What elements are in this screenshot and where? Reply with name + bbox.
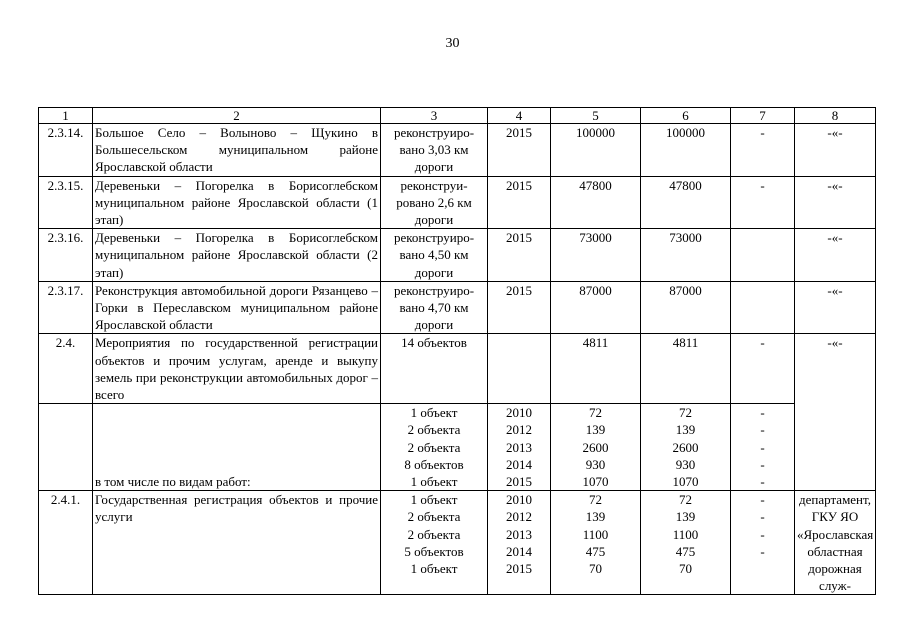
list-item: 2 объекта [407,422,461,438]
item-amount-total: 100000 [551,124,641,177]
list-item: 1 объект [410,560,458,576]
item-result: реконструи-ровано 2,6 км дороги [381,176,488,229]
list-item: 2 объекта [407,439,461,455]
column-number: 1 [39,108,93,124]
list-item: - [760,439,765,455]
item-year [488,334,551,404]
column-number: 2 [93,108,381,124]
item-number: 2.4.1. [39,491,93,595]
item-number: 2.3.16. [39,229,93,282]
table-row-subtotal [39,404,876,491]
item-executor: -«- [795,334,876,491]
program-table [38,107,876,595]
column-number: 8 [795,108,876,124]
table-row-2-3-14 [39,124,876,177]
item-description: Реконструкция автомобильной дороги Рязанцево – Горки в Переславском муниципальном районе Ярославской области [93,281,381,334]
list-item: 139 [585,509,606,525]
list-item: 2010 [506,492,532,508]
table-row-2-3-16 [39,229,876,282]
list-item: - [760,422,765,438]
list-item: - [760,526,765,542]
item-number: 2.4. [39,334,93,404]
subtotal-amount-other [731,404,795,491]
list-item: 139 [675,509,696,525]
table-row-2-3-17 [39,281,876,334]
list-item: 2015 [506,560,532,576]
item-amount-budget: 87000 [641,281,731,334]
table-row-2-4-1 [39,491,876,595]
subtotal-amount-budget [641,404,731,491]
list-item: 72 [679,405,692,421]
item-number: 2.3.17. [39,281,93,334]
item-year: 2015 [488,229,551,282]
list-item: 70 [589,560,602,576]
list-item: 139 [675,422,696,438]
item-amount-other [731,281,795,334]
subtotal-results [381,404,488,491]
list-item: - [760,492,765,508]
item-description: Деревеньки – Погорелка в Борисоглебском муниципальном районе Ярославской области (1 этап) [93,176,381,229]
item-description: Деревеньки – Погорелка в Борисоглебском муниципальном районе Ярославской области (2 этап) [93,229,381,282]
item-number: 2.3.14. [39,124,93,177]
list-item: 930 [585,456,606,472]
page-number: 30 [445,36,460,51]
item-result: реконструиро-вано 4,70 км дороги [381,281,488,334]
column-number: 4 [488,108,551,124]
item-amount-other: - [731,176,795,229]
item-executor: -«- [795,281,876,334]
list-item: 1 объект [410,405,458,421]
list-item: 70 [679,560,692,576]
item-amount-budget: 73000 [641,229,731,282]
list-item: 2010 [506,405,532,421]
list-item: 72 [679,492,692,508]
item-result: реконструиро-вано 4,50 км дороги [381,229,488,282]
item-year: 2015 [488,176,551,229]
item-executor: -«- [795,124,876,177]
list-item: 930 [675,456,696,472]
list-item: - [760,456,765,472]
column-number: 7 [731,108,795,124]
list-item: 1 объект [410,492,458,508]
list-item: 1100 [582,526,609,542]
item-executor: -«- [795,229,876,282]
item-amount-budget: 4811 [641,334,731,404]
item-executor: департамент, ГКУ ЯО «Ярославская областная дорожная служ- [795,491,876,595]
item-amount-budget: 47800 [641,176,731,229]
item-amount-total: 47800 [551,176,641,229]
item-years [488,491,551,595]
list-item: 1 объект [410,474,458,489]
list-item: 2600 [672,439,699,455]
list-item: - [760,405,765,421]
subtotal-amount-total [551,404,641,491]
item-year: 2015 [488,281,551,334]
table-row-2-4 [39,334,876,404]
item-year: 2015 [488,124,551,177]
item-number-empty [39,404,93,491]
list-item: 2015 [506,474,532,489]
item-executor: -«- [795,176,876,229]
column-number: 5 [551,108,641,124]
item-description: Большое Село – Волыново – Щукино в Большесельском муниципальном районе Ярославской области [93,124,381,177]
subtotal-description: в том числе по видам работ: [93,404,381,491]
list-item: 2012 [506,509,532,525]
item-amount-budget: 100000 [641,124,731,177]
list-item: 2 объекта [407,509,461,525]
list-item: 2013 [506,526,532,542]
list-item: 2 объекта [407,526,461,542]
list-item: 72 [589,492,602,508]
column-number: 6 [641,108,731,124]
item-result: 14 объектов [381,334,488,404]
list-item: 72 [589,405,602,421]
item-amount-other [731,229,795,282]
item-amount-other: - [731,334,795,404]
list-item: 5 объектов [404,543,464,559]
subtotal-years [488,404,551,491]
item-amount-total: 87000 [551,281,641,334]
list-item: 1070 [672,474,699,489]
list-item: 8 объектов [404,456,464,472]
item-amount-other [731,491,795,595]
item-amount-total: 4811 [551,334,641,404]
item-description: Мероприятия по государственной регистрации объектов и прочим услугам, аренде и выкупу земель при реконструкции автомобильных дорог – всего [93,334,381,404]
item-amount-total: 73000 [551,229,641,282]
column-number-row [39,108,876,124]
list-item: 2012 [506,422,532,438]
item-number: 2.3.15. [39,176,93,229]
list-item: 1070 [582,474,609,489]
item-amount-budget [641,491,731,595]
list-item: 2014 [506,543,532,559]
item-result: реконструиро-вано 3,03 км дороги [381,124,488,177]
list-item [733,560,792,577]
list-item: 1100 [672,526,699,542]
list-item: 139 [585,422,606,438]
list-item: - [760,474,765,489]
list-item: 2013 [506,439,532,455]
item-amount-other: - [731,124,795,177]
list-item: 2014 [506,456,532,472]
list-item: 475 [585,543,606,559]
list-item: 2600 [582,439,609,455]
item-amount-total [551,491,641,595]
column-number: 3 [381,108,488,124]
item-results [381,491,488,595]
list-item: - [760,543,765,559]
list-item: - [760,509,765,525]
list-item: 475 [675,543,696,559]
table-row-2-3-15 [39,176,876,229]
item-description: Государственная регистрация объектов и прочие услуги [93,491,381,595]
